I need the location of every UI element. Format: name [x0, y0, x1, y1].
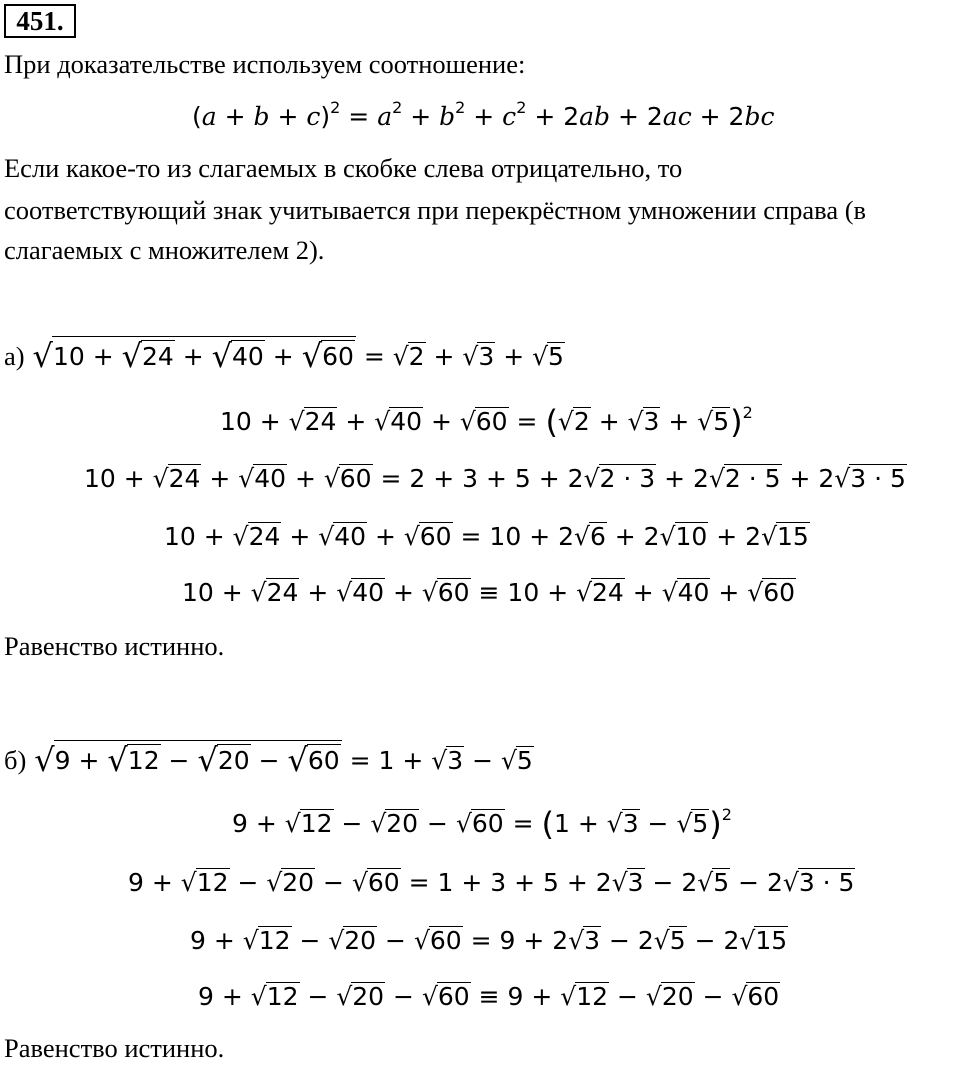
part-a-step-1: $10 + √24 + √40 + √60 = (√2 + √3 + √5)^2$: [220, 403, 753, 441]
intro-para-line-3: слагаемых с множителем 2).: [4, 235, 325, 265]
part-b-step-1: $9 + √12 - √20 - √60 = (1 + √3 - √5)^2$: [232, 805, 732, 843]
part-a-label: а): [4, 341, 25, 371]
intro-para-line-1: Если какое-то из слагаемых в скобке слева отрицательно, то: [4, 153, 683, 183]
intro-line: При доказательстве используем соотношение:: [4, 49, 526, 79]
identity-formula: $(a + b + c)^2 = a^2 + b^2 + c^2 + 2ab + 2ac + 2bc$: [192, 98, 775, 131]
outer-sqrt-b: √9 + √12 − √20 − √60: [34, 741, 340, 779]
part-a-conclusion: Равенство истинно.: [4, 631, 225, 661]
part-a-step-3: 10 + √24 + √40 + √60 = 10 + 2√6 + 2√10 + 2√15: [164, 522, 809, 551]
part-a-step-2: 10 + √24 + √40 + √60 = 2 + 3 + 5 + 2√2 · 3 + 2√2 · 5 + 2√3 · 5: [84, 464, 906, 493]
part-b-conclusion: Равенство истинно.: [4, 1033, 225, 1063]
part-b-step-2: 9 + √12 − √20 − √60 = 1 + 3 + 5 + 2√3 − 2√5 − 2√3 · 5: [128, 868, 855, 897]
outer-sqrt-a: √10 + √24 + √40 + √60: [32, 337, 354, 375]
part-b-step-4: 9 + √12 − √20 − √60 ≡ 9 + √12 − √20 − √60: [198, 982, 780, 1011]
part-b-step-3: 9 + √12 − √20 − √60 = 9 + 2√3 − 2√5 − 2√15: [190, 926, 788, 955]
part-b-label: б): [4, 745, 27, 775]
part-a-statement: а) √10 + √24 + √40 + √60 = √2 + √3 + √5: [4, 337, 564, 375]
part-a-step-4: 10 + √24 + √40 + √60 ≡ 10 + √24 + √40 + √60: [182, 578, 796, 607]
problem-number: 451.: [4, 4, 76, 38]
part-b-statement: б) √9 + √12 − √20 − √60 = 1 + √3 − √5: [4, 741, 533, 779]
intro-para-line-2: соответствующий знак учитывается при перекрёстном умножении справа (в: [4, 195, 867, 225]
